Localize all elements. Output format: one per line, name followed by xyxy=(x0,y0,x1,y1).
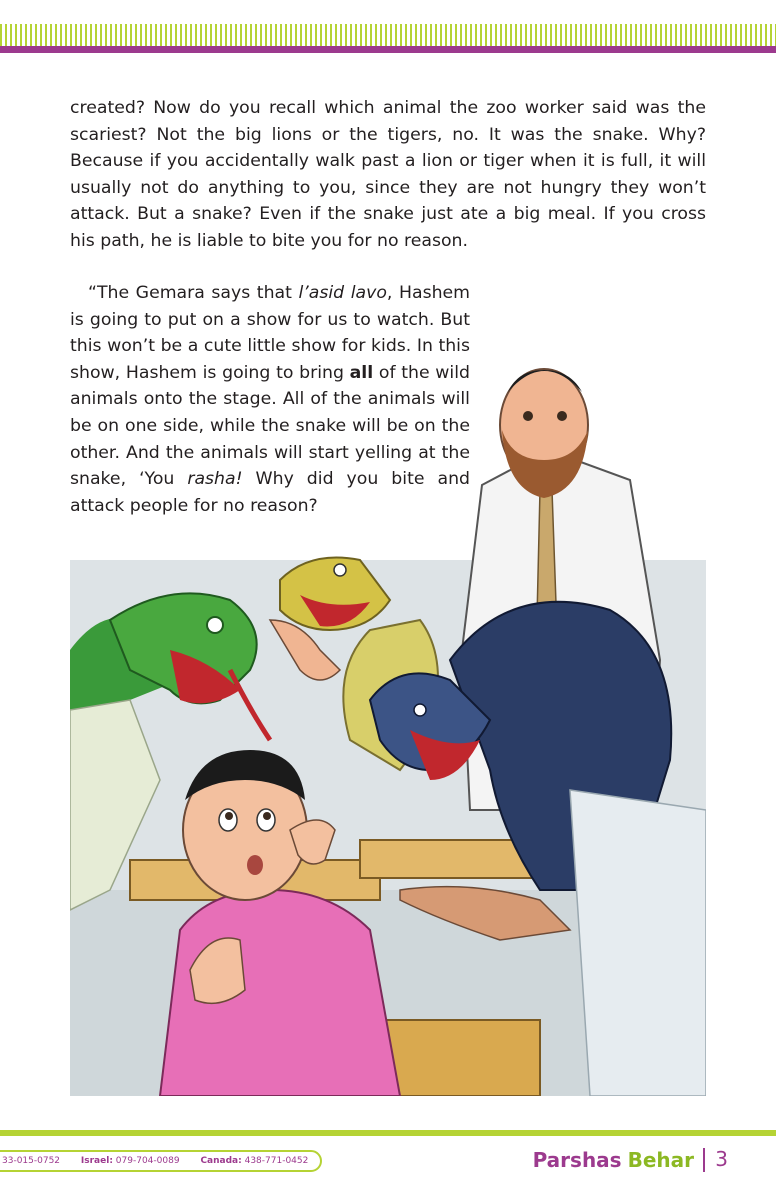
footer-separator xyxy=(703,1148,705,1172)
p2-text-1: “The Gemara says that xyxy=(88,283,299,303)
p2-italic-rasha: rasha! xyxy=(187,469,243,490)
phone-usa: 33-015-0752 xyxy=(2,1156,61,1166)
israel-label: Israel: xyxy=(80,1156,113,1166)
p2-text-2: , Hashem is going to put on a show for us to watch. But this won’t be a cute little show for kids. In this show, Hashem is going to bring xyxy=(70,283,471,383)
parsha-word-2: Behar xyxy=(627,1148,694,1172)
phone-canada: 438-771-0452 xyxy=(244,1156,309,1166)
phone-israel: 079-704-0089 xyxy=(115,1156,180,1166)
p2-italic-lasid-lavo: l’asid lavo xyxy=(298,283,387,303)
top-rule xyxy=(0,46,776,53)
top-decorative-ticks xyxy=(0,24,776,46)
canada-label: Canada: xyxy=(200,1156,242,1166)
paragraph-1: created? Now do you recall which animal the zoo worker said was the scariest? Not the big lions or the tigers, no. It was the snake. Why? Because if you accidentally walk past a lion or tiger when it is full, it will usually not do anything to you, since they are not hungry they won’t attack. But a snake? Even if the snake just ate a big meal. If you cross his path, he is liable to bite you for no reason. xyxy=(70,98,706,251)
parsha-word-1: Parshas xyxy=(532,1148,622,1172)
p2-text-3: of the wild animals onto the stage. All of the animals will be on one side, while the snake will be on the other. And the animals will start yelling at the snake, ‘You xyxy=(70,362,471,490)
page-number: 3 xyxy=(715,1147,728,1171)
p2-text-4: Why did you bite and attack people for no reason? xyxy=(70,469,471,516)
p2-bold-all: all xyxy=(349,362,374,383)
snake-classroom-illustration xyxy=(70,330,706,1096)
bottom-rule xyxy=(0,1130,776,1136)
contact-bar xyxy=(0,1150,322,1172)
parsha-title xyxy=(533,1148,694,1172)
